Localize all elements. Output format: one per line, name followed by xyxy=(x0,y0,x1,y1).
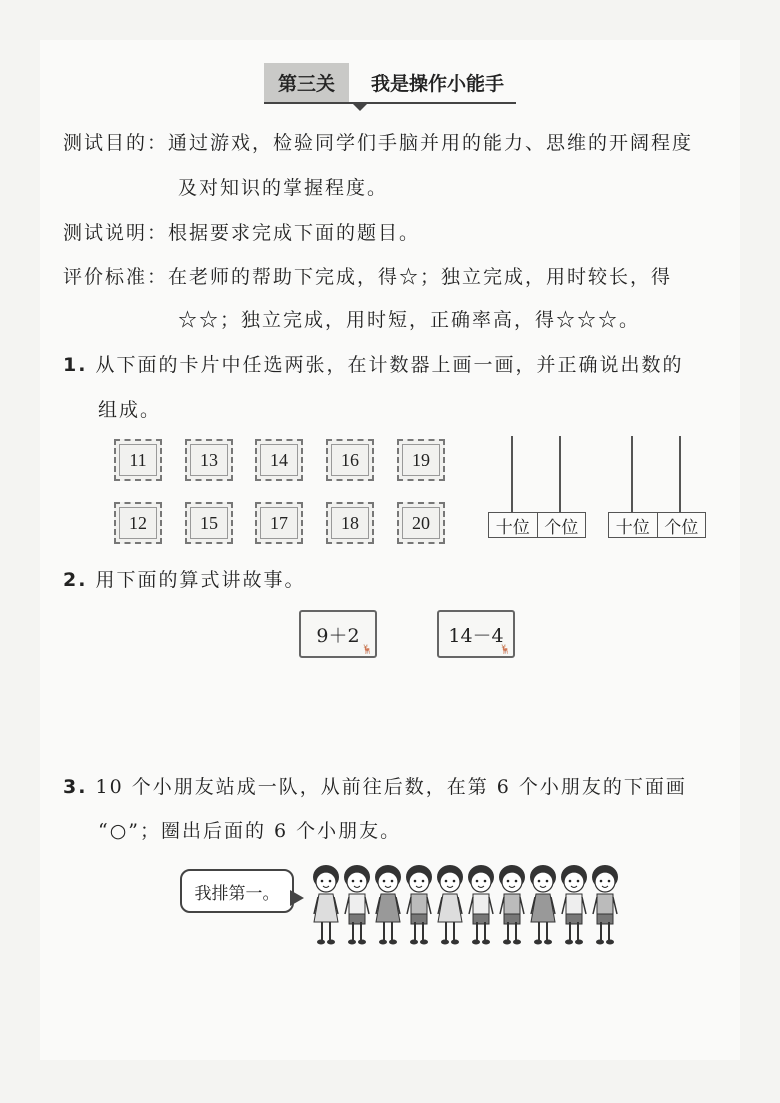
abacus-ones-label: 个位 xyxy=(664,517,699,538)
eval-label: 评价标准： xyxy=(63,266,169,288)
page-sheet xyxy=(40,40,740,1060)
section-header xyxy=(0,63,780,104)
q3-text1: 10 个小朋友站成一队，从前往后数，在第 6 个小朋友的下面画 xyxy=(95,776,687,798)
number-card[interactable]: 12 xyxy=(114,502,162,544)
speech-bubble-text: 我排第一。 xyxy=(194,883,280,904)
abacus-ones-label: 个位 xyxy=(544,517,579,538)
purpose-text2: 及对知识的掌握程度。 xyxy=(178,177,389,199)
q2-number: 2. xyxy=(63,569,88,591)
number-card[interactable]: 15 xyxy=(185,502,233,544)
purpose-label: 测试目的： xyxy=(63,132,169,154)
q3-text2: “○”；圈出后面的 6 个小朋友。 xyxy=(98,820,402,842)
number-card[interactable]: 19 xyxy=(397,439,445,481)
speech-bubble-tail xyxy=(290,890,304,906)
desc-line xyxy=(63,218,420,245)
title-notch-icon xyxy=(352,103,368,111)
abacus-counter-1[interactable] xyxy=(488,436,586,536)
q2-text: 用下面的算式讲故事。 xyxy=(95,569,306,591)
deer-icon: 🦌 xyxy=(499,645,511,655)
title-box xyxy=(264,63,516,104)
number-card[interactable]: 11 xyxy=(114,439,162,481)
q3-line1 xyxy=(63,772,687,799)
deer-icon: 🦌 xyxy=(361,645,373,655)
expression-text: 14－4 xyxy=(448,624,504,647)
abacus-tens-label: 十位 xyxy=(609,513,658,537)
purpose-line1 xyxy=(63,128,693,155)
abacus-base xyxy=(488,512,586,538)
purpose-text1: 通过游戏，检验同学们手脑并用的能力、思维的开阔程度 xyxy=(168,132,694,154)
eval-text1: 在老师的帮助下完成，得☆；独立完成，用时较长，得 xyxy=(168,266,673,288)
q3-number: 3. xyxy=(63,776,88,798)
desc-text: 根据要求完成下面的题目。 xyxy=(168,222,421,244)
eval-text2: ☆☆；独立完成，用时短，正确率高，得☆☆☆。 xyxy=(178,309,641,331)
number-card[interactable]: 18 xyxy=(326,502,374,544)
abacus-counter-2[interactable] xyxy=(608,436,706,536)
number-card[interactable]: 16 xyxy=(326,439,374,481)
expression-text: 9＋2 xyxy=(316,624,360,647)
abacus-rod-ones[interactable] xyxy=(559,436,561,512)
q1-number: 1. xyxy=(63,354,88,376)
abacus-rod-tens[interactable] xyxy=(631,436,633,512)
q2-line xyxy=(63,565,306,592)
title-tab: 第三关 xyxy=(264,63,349,102)
q1-text1: 从下面的卡片中任选两张，在计数器上画一画，并正确说出数的 xyxy=(95,354,684,376)
desc-label: 测试说明： xyxy=(63,222,169,244)
expression-card[interactable] xyxy=(437,610,515,658)
q1-text2: 组成。 xyxy=(98,399,162,421)
number-card[interactable]: 17 xyxy=(255,502,303,544)
abacus-tens-label: 十位 xyxy=(489,513,538,537)
abacus-rod-tens[interactable] xyxy=(511,436,513,512)
page-title: 我是操作小能手 xyxy=(371,73,505,95)
abacus-base xyxy=(608,512,706,538)
number-card[interactable]: 20 xyxy=(397,502,445,544)
number-card[interactable]: 13 xyxy=(185,439,233,481)
q1-line1 xyxy=(63,350,684,377)
abacus-rod-ones[interactable] xyxy=(679,436,681,512)
speech-bubble xyxy=(180,869,294,913)
eval-line1 xyxy=(63,262,672,289)
number-card[interactable]: 14 xyxy=(255,439,303,481)
expression-card[interactable] xyxy=(299,610,377,658)
